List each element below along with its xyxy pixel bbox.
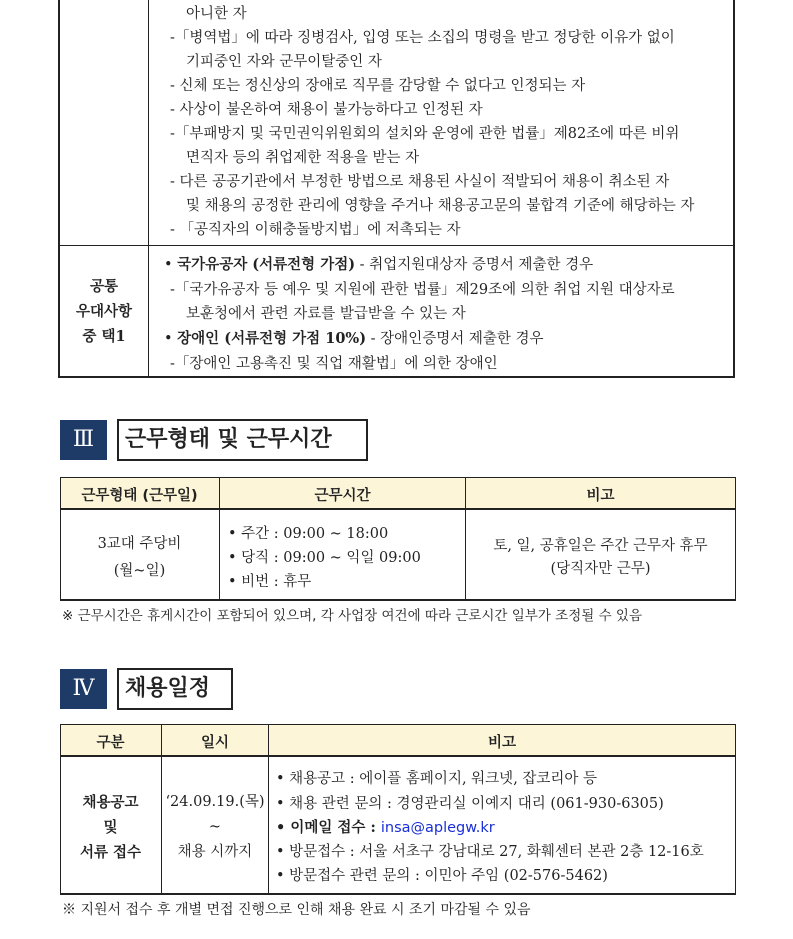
pref-item-title: 장애인 (서류전형 가점 10%) xyxy=(177,330,367,347)
work-days: (월~일) xyxy=(113,563,166,579)
table-divider xyxy=(148,0,149,378)
pref-item-desc: - 취업지원대상자 증명서 제출한 경우 xyxy=(355,257,594,273)
section-number: Ⅳ xyxy=(60,669,107,709)
disq-line: - 신체 또는 정신상의 장애로 직무를 감당할 수 없다고 인정되는 자 xyxy=(170,78,586,94)
pref-item-veterans: • 국가유공자 (서류전형 가점) - 취업지원대상자 증명서 제출한 경우 xyxy=(164,256,594,273)
col-header: 근무시간 xyxy=(314,488,371,504)
category-line: 채용공고 xyxy=(82,794,139,811)
hours-item: • 비번 : 휴무 xyxy=(228,574,312,590)
date-start: ‘24.09.19.(목) xyxy=(165,794,265,810)
disq-line: -「병역법」에 따라 징병검사, 입영 또는 소집의 명령을 받고 정당한 이유가 없이 xyxy=(170,30,675,46)
table-border-right xyxy=(735,477,736,601)
schedule-note: • 채용 관련 문의 : 경영관리실 이예지 대리 (061-930-6305) xyxy=(276,796,664,812)
schedule-note-email xyxy=(276,816,495,837)
col-header: 비고 xyxy=(487,735,516,751)
pref-item-title: 국가유공자 (서류전형 가점) xyxy=(177,256,356,273)
schedule-note: • 방문접수 관련 문의 : 이민아 주임 (02-576-5462) xyxy=(276,868,608,884)
table-border-top xyxy=(60,477,736,478)
col-header: 구분 xyxy=(96,735,125,751)
work-type: 3교대 주당비 xyxy=(97,536,182,552)
disq-line: - 다른 공공기관에서 부정한 방법으로 채용된 사실이 적발되어 채용이 취소된 자 xyxy=(170,174,670,190)
footnote: ※ 근무시간은 휴게시간이 포함되어 있으며, 각 사업장 여건에 따라 근로시간 일부가 조정될 수 있음 xyxy=(62,608,642,624)
disq-line: 면직자 등의 취업제한 적용을 받는 자 xyxy=(186,150,420,166)
disq-line: -「부패방지 및 국민권익위원회의 설치와 운영에 관한 법률」제82조에 따른 비위 xyxy=(170,126,680,142)
category-line: 서류 접수 xyxy=(79,844,142,861)
email-label: • 이메일 접수 : xyxy=(276,819,381,836)
pref-sub: 보훈청에서 관련 자료를 발급받을 수 있는 자 xyxy=(186,306,466,322)
table-header-divider xyxy=(60,508,736,510)
schedule-note: • 방문접수 : 서울 서초구 강남대로 27, 화훼센터 본관 2층 12-16호 xyxy=(276,844,704,860)
pref-item-disabled: • 장애인 (서류전형 가점 10%) - 장애인증명서 제출한 경우 xyxy=(164,330,544,347)
pref-label-line: 공통 xyxy=(89,278,118,295)
pref-label xyxy=(60,274,148,349)
date-end: 채용 시까지 xyxy=(177,844,253,860)
section-number: Ⅲ xyxy=(60,420,107,460)
disq-line: - 「공직자의 이해충돌방지법」에 저촉되는 자 xyxy=(170,222,461,238)
section-title: 근무형태 및 근무시간 xyxy=(117,419,368,461)
section-title: 채용일정 xyxy=(117,668,233,710)
email-link[interactable]: insa@aplegw.kr xyxy=(380,820,495,836)
footnote: ※ 지원서 접수 후 개별 면접 진행으로 인해 채용 완료 시 조기 마감될 수 있음 xyxy=(62,902,531,918)
remark: (당직자만 근무) xyxy=(550,561,651,577)
table-row-divider xyxy=(58,245,735,246)
table-border-right xyxy=(735,724,736,895)
pref-sub: -「장애인 고용촉진 및 직업 재활법」에 의한 장애인 xyxy=(170,356,498,372)
table-border-right xyxy=(733,0,735,378)
date-sep: ~ xyxy=(208,819,222,835)
remark: 토, 일, 공휴일은 주간 근무자 휴무 xyxy=(493,538,708,554)
schedule-category xyxy=(60,790,161,865)
disq-line: 기피중인 자와 군무이탈중인 자 xyxy=(186,54,382,70)
hours-item: • 주간 : 09:00 ~ 18:00 xyxy=(228,526,389,542)
col-header: 비고 xyxy=(586,488,615,504)
col-header: 일시 xyxy=(200,735,229,751)
table-border-bottom xyxy=(58,376,735,378)
pref-label-line: 우대사항 xyxy=(75,303,133,320)
col-header: 근무형태 (근무일) xyxy=(81,488,198,504)
pref-label-line: 중 택1 xyxy=(82,328,126,345)
hours-item: • 당직 : 09:00 ~ 익일 09:00 xyxy=(228,550,421,566)
schedule-note: • 채용공고 : 에이플 홈페이지, 워크넷, 잡코리아 등 xyxy=(276,771,598,787)
table-border-bottom xyxy=(60,599,736,601)
disq-line: - 사상이 불온하여 채용이 불가능하다고 인정된 자 xyxy=(170,102,483,118)
disq-line: 및 채용의 공정한 관리에 영향을 주거나 채용공고문의 불합격 기준에 해당하는 자 xyxy=(186,198,695,214)
pref-sub: -「국가유공자 등 예우 및 지원에 관한 법률」제29조에 의한 취업 지원 대상자로 xyxy=(170,282,675,298)
pref-item-desc: - 장애인증명서 제출한 경우 xyxy=(366,331,544,347)
schedule-date xyxy=(162,790,268,865)
category-line: 및 xyxy=(103,819,118,836)
disq-line: 아니한 자 xyxy=(186,6,247,22)
